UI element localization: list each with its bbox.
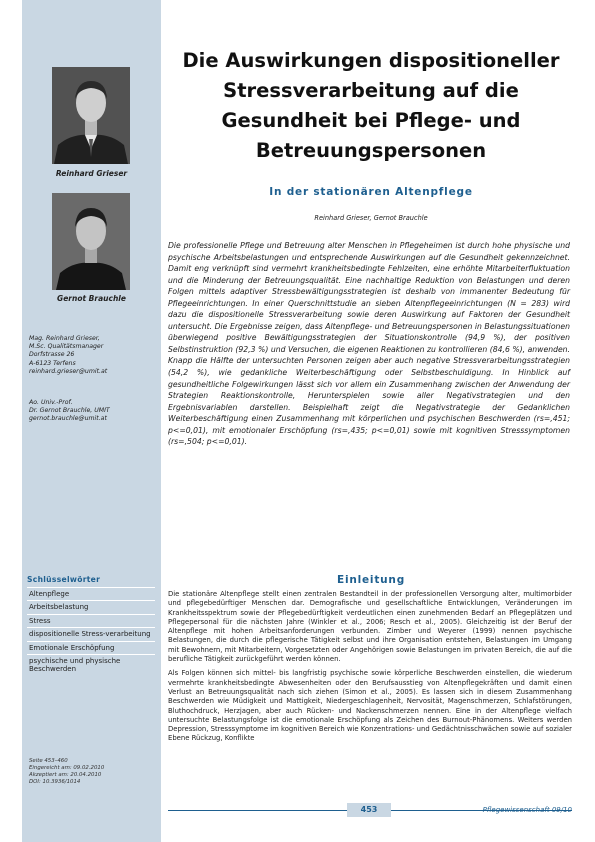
contact-email[interactable]: gernot.brauchle@umit.at: [29, 415, 107, 423]
contact-line: Mag. Reinhard Grieser,: [29, 335, 100, 342]
author-photo-brauchle: [52, 193, 130, 290]
contact-email[interactable]: reinhard.grieser@umit.at: [29, 367, 108, 375]
article-authors: Reinhard Grieser, Gernot Brauchle: [314, 214, 428, 222]
keyword-item: Stress: [27, 614, 155, 627]
keywords-box: [27, 575, 155, 676]
keyword-item: Altenpflege: [27, 587, 155, 600]
author-contact-2: [29, 399, 157, 424]
keyword-item: Emotionale Erschöpfung: [27, 641, 155, 654]
meta-submitted: Eingereicht am: 09.02.2010: [29, 765, 105, 771]
body-paragraph: Als Folgen können sich mittel- bis langfristig psychische sowie körperliche Beschwerden einstellen, die wiederum vermehrte krankheitsbedingte Abwesenheiten oder den Berufsausstieg von Altenpflegekräften und damit einen Verlust an Betreuungsqualität nach sich ziehen (Simon et al., 2005). Es lassen sich in diesem Zusammenhang Beschwerden wie Müdigkeit und Mattigkeit, Niedergeschlagenheit, Nervosität, Magenschmerzen, Schlafstörungen, Bluthochdruck, Herzjagen, aber auch Rücken- und Nackenschmerzen nennen. Eine in der Altenpflege vielfach untersuchte Belastungsfolge ist die emotionale Erschöpfung als Zeichen des Burnout-Phänomens. Weiters werden Depression, Stresssymptome im kognitiven Bereich wie Konzentrations- und Gedächtnisschwächen sowie auf sozialer Ebene Rückzug, Konflikte: [168, 669, 572, 743]
keyword-item: psychische und physische Beschwerden: [27, 654, 155, 676]
article-abstract: Die professionelle Pflege und Betreuung alter Menschen in Pflegeheimen ist durch hohe physische und psychische Arbeitsbelastungen und entsprechende Auswirkungen auf die Gesundheit gekennzeichnet. Damit eng verknüpft sind vermehrt krankheitsbedingte Fehlzeiten, eine erhöhte Mitarbeiterfluktuation und die Minderung der Betreuungsqualität. Eine nachhaltige Reduktion von Belastungen und deren Folgen mittels adaptiver Stressbewältigungsstrategien ist deshalb von immanenter Bedeutung für Pflegeeinrichtungen. In einer Querschnittstudie an sieben Altenpflegeeinrichtungen (N = 283) wird dazu die dispositionelle Stressverarbeitung sowie deren Auswirkung auf Faktoren der Gesundheit untersucht. Die Ergebnisse zeigen, dass Altenpflege- und Betreuungspersonen in Belastungssituationen überwiegend positive Bewältigungsstrategien der Situationskontrolle (94,9 %), der positiven Selbstinstruktion (92,3 %) und Versuchen, die eigenen Reaktionen zu kontrollieren (84,6 %), anwenden. Knapp die Hälfte der untersuchten Personen zeigen aber auch negative Stressverarbeitungsstrategien (54,2 %), wie gedankliche Weiterbeschäftigung oder Selbstbeschuldigung. In Hinblick auf gesundheitliche Folgewirkungen lässt sich vor allem ein Zusammenhang zwischen der Anwendung der Strategien Reaktionskontrolle, Herunterspielen sowie aller Negativstrategien und den Ergebnisvariablen darstellen. Beispielhaft zeigt die Negativstrategie der Gedanklichen Weiterbeschäftigung einen Zusammenhang mit körperlichen und psychischen Beschwerden (rs=,451; p<=0,01), mit emotionaler Erschöpfung (rs=,435; p<=0,01) sowie mit kognitiven Stresssymptomen (rs=,504; p<=0,01).: [168, 241, 570, 447]
keyword-item: dispositionelle Stress-verarbeitung: [27, 627, 155, 640]
article-title: Die Auswirkungen dispositioneller Stressverarbeitung auf die Gesundheit bei Pflege- und Betreuungspersonen: [182, 49, 560, 162]
author-contact-1: [29, 335, 157, 376]
contact-line: Ao. Univ.-Prof.: [29, 399, 73, 406]
author-photo-grieser: [52, 67, 130, 164]
contact-line: A-6123 Terfens: [29, 359, 76, 367]
article-meta: [29, 758, 159, 786]
page-number: 453: [347, 803, 391, 817]
meta-pages: Seite 453–460: [29, 758, 68, 764]
meta-doi[interactable]: DOI: 10.3936/1014: [29, 779, 81, 785]
contact-line: M.Sc. Qualitätsmanager: [29, 343, 104, 351]
keyword-item: Arbeitsbelastung: [27, 600, 155, 613]
journal-name: Pflegewissenschaft 09/10: [482, 806, 572, 814]
article-subtitle: In der stationären Altenpflege: [269, 186, 473, 198]
section-heading: Einleitung: [336, 574, 406, 586]
body-text: [168, 590, 572, 749]
author-caption-2: Gernot Brauchle: [57, 294, 126, 303]
meta-accepted: Akzeptiert am: 20.04.2010: [29, 772, 102, 778]
author-caption-1: Reinhard Grieser: [55, 169, 128, 178]
contact-line: Dr. Gernot Brauchle, UMIT: [29, 407, 110, 415]
body-paragraph: Die stationäre Altenpflege stellt einen zentralen Bestandteil in der professionellen Versorgung alter, multimorbider und pflegebedürftiger Menschen dar. Demografische und gesellschaftliche Entwicklungen, Veränderungen im Krankheitsspektrum sowie der Pflegebedürftigkeit verdeutlichen einen zunehmenden Bedarf an Pflegeplätzen und Pflegepersonal für die nächsten Jahre (Winkler et al., 2006; Resch et al., 2005). Gleichzeitig ist der Beruf der Altenpflege mit hohen Arbeitsanforderungen verbunden. Zimber und Weyerer (1999) nennen psychische Belastungen, die durch die pflegerische Tätigkeit selbst und ihre Organisation entstehen, Belastungen im Umgang mit Bewohnern, mit Mitarbeitern, Vorgesetzten oder Angehörigen sowie Belastungen im privaten Bereich, die auf die berufliche Tätigkeit zurückgeführt werden können.: [168, 590, 572, 664]
contact-line: Dorfstrasse 26: [29, 351, 75, 359]
keywords-title: Schlüsselwörter: [27, 575, 101, 584]
